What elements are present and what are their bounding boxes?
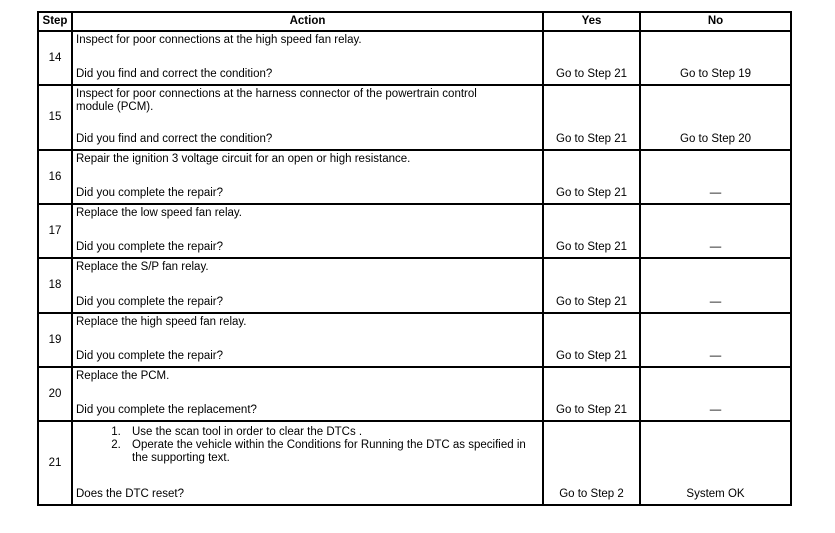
action-question: Did you find and correct the condition? <box>76 68 273 80</box>
step-number: 15 <box>38 85 72 150</box>
action-column-header: Action <box>72 12 543 31</box>
yes-result: Go to Step 21 <box>543 204 640 258</box>
action-instruction: Replace the S/P fan relay. <box>76 261 209 273</box>
no-result: Go to Step 19 <box>640 31 791 85</box>
yes-result: Go to Step 2 <box>543 421 640 505</box>
yes-column-header: Yes <box>543 12 640 31</box>
action-instruction: Repair the ignition 3 voltage circuit for an open or high resistance. <box>76 153 411 165</box>
action-question: Did you complete the repair? <box>76 187 224 199</box>
yes-result: Go to Step 21 <box>543 31 640 85</box>
yes-result: Go to Step 21 <box>543 367 640 421</box>
yes-result: Go to Step 21 <box>543 258 640 313</box>
action-instruction: Inspect for poor connections at the high speed fan relay. <box>76 34 362 46</box>
table-row <box>38 150 791 204</box>
step-number: 19 <box>38 313 72 367</box>
procedure-list <box>76 426 539 465</box>
step-number: 21 <box>38 421 72 505</box>
no-result: System OK <box>640 421 791 505</box>
table-row <box>38 204 791 258</box>
action-cell <box>72 85 543 150</box>
no-result: Go to Step 20 <box>640 85 791 150</box>
table-row <box>38 258 791 313</box>
action-cell <box>72 204 543 258</box>
table-row <box>38 421 791 505</box>
step-number: 14 <box>38 31 72 85</box>
step-number: 16 <box>38 150 72 204</box>
no-result: — <box>640 150 791 204</box>
action-question: Did you complete the repair? <box>76 241 224 253</box>
no-result: — <box>640 258 791 313</box>
yes-result: Go to Step 21 <box>543 313 640 367</box>
table-row <box>38 367 791 421</box>
step-number: 20 <box>38 367 72 421</box>
action-question: Did you complete the replacement? <box>76 404 257 416</box>
yes-result: Go to Step 21 <box>543 150 640 204</box>
action-cell <box>72 421 543 505</box>
action-cell <box>72 367 543 421</box>
action-cell <box>72 258 543 313</box>
action-cell <box>72 150 543 204</box>
table-header-row <box>38 12 791 31</box>
yes-result: Go to Step 21 <box>543 85 640 150</box>
no-result: — <box>640 313 791 367</box>
no-result: — <box>640 204 791 258</box>
action-instruction: Replace the low speed fan relay. <box>76 207 242 219</box>
table-row <box>38 85 791 150</box>
diagnostic-table <box>37 11 792 506</box>
step-number: 18 <box>38 258 72 313</box>
list-item: 1. Use the scan tool in order to clear the DTCs . <box>124 426 539 439</box>
action-instruction: Replace the high speed fan relay. <box>76 316 247 328</box>
list-item: 2. Operate the vehicle within the Conditions for Running the DTC as specified in the supporting text. <box>124 439 539 465</box>
step-number: 17 <box>38 204 72 258</box>
action-instruction: Replace the PCM. <box>76 370 170 382</box>
action-question: Did you complete the repair? <box>76 350 224 362</box>
action-question: Does the DTC reset? <box>76 488 185 500</box>
action-instruction: Inspect for poor connections at the harness connector of the powertrain control module (PCM). <box>76 88 477 113</box>
step-column-header: Step <box>38 12 72 31</box>
action-question: Did you complete the repair? <box>76 296 224 308</box>
action-cell <box>72 313 543 367</box>
action-cell <box>72 31 543 85</box>
table-row <box>38 31 791 85</box>
action-question: Did you find and correct the condition? <box>76 133 273 145</box>
table-row <box>38 313 791 367</box>
no-column-header: No <box>640 12 791 31</box>
no-result: — <box>640 367 791 421</box>
